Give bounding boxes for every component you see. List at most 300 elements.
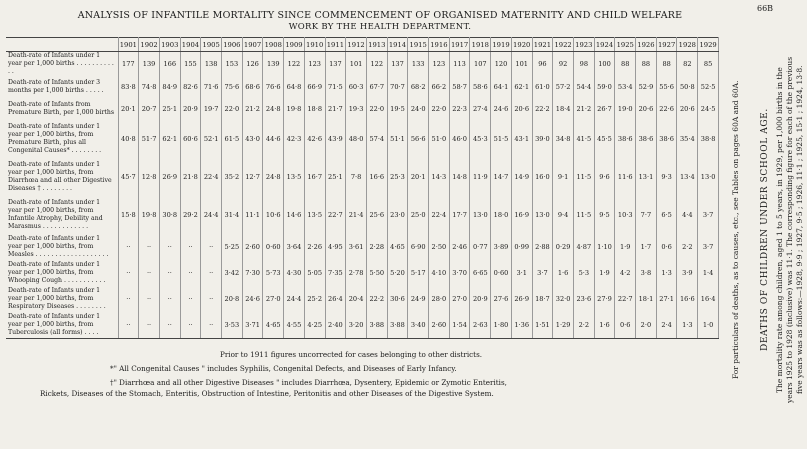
- label-column-header: [6, 38, 118, 52]
- table-cell: ··: [139, 260, 160, 286]
- table-cell: 71·5: [325, 76, 346, 98]
- table-cell: 70·7: [387, 76, 408, 98]
- table-cell: ··: [118, 260, 139, 286]
- table-cell: 3·88: [366, 312, 387, 338]
- table-cell: 1·9: [615, 234, 636, 260]
- table-cell: 67·7: [366, 76, 387, 98]
- table-row: [6, 158, 719, 196]
- table-cell: ··: [201, 312, 222, 338]
- table-cell: 20·4: [346, 286, 367, 312]
- table-cell: 20·6: [677, 98, 698, 120]
- table-cell: 19·7: [201, 98, 222, 120]
- table-cell: 58·7: [449, 76, 470, 98]
- table-cell: 123: [429, 52, 450, 77]
- table-cell: 59·0: [594, 76, 615, 98]
- year-header: 1925: [615, 38, 636, 52]
- table-cell: 14·3: [429, 158, 450, 196]
- year-header: 1906: [222, 38, 243, 52]
- table-cell: 45·3: [470, 120, 491, 158]
- table-cell: 7·7: [636, 196, 657, 234]
- table-cell: 9·4: [553, 196, 574, 234]
- year-header: 1908: [263, 38, 284, 52]
- table-cell: 24·4: [201, 196, 222, 234]
- table-cell: 5·20: [387, 260, 408, 286]
- table-cell: 18·4: [553, 98, 574, 120]
- table-cell: 16·7: [304, 158, 325, 196]
- side-note-heading: DEATHS OF CHILDREN UNDER SCHOOL AGE.: [760, 108, 770, 352]
- table-cell: 43·9: [325, 120, 346, 158]
- table-cell: 24·9: [408, 286, 429, 312]
- table-cell: 44·6: [263, 120, 284, 158]
- table-cell: 62·1: [511, 76, 532, 98]
- table-cell: 113: [449, 52, 470, 77]
- side-note-line-1: The mortality rate among children, aged 1 to 5 years, in 1929, per 1,000 births in the: [775, 67, 784, 393]
- table-cell: 16·6: [366, 158, 387, 196]
- table-cell: 5·3: [573, 260, 594, 286]
- table-cell: 1·3: [656, 260, 677, 286]
- table-cell: 0·99: [511, 234, 532, 260]
- table-cell: 16·9: [511, 196, 532, 234]
- mortality-table: [6, 37, 719, 339]
- table-cell: 76·6: [263, 76, 284, 98]
- table-cell: 2·4: [656, 312, 677, 338]
- table-row: [6, 312, 719, 338]
- side-note-line-3: five years was as follows:—1928, 9·9 ; 1927, 9·5 ; 1926, 11·1 ; 1925, 15·1 ; 1924, 13·8.: [795, 65, 804, 395]
- table-cell: 27·6: [491, 286, 512, 312]
- table-cell: 25·1: [325, 158, 346, 196]
- year-header: 1905: [201, 38, 222, 52]
- year-header: 1914: [387, 38, 408, 52]
- table-cell: 20·6: [636, 98, 657, 120]
- year-header: 1917: [449, 38, 470, 52]
- table-cell: 11·5: [573, 196, 594, 234]
- table-cell: 2·26: [304, 234, 325, 260]
- table-row: [6, 76, 719, 98]
- row-label: Death-rate of Infants under 1 year per 1,000 births, from Infantile Atrophy, Debility and Marasmus . . . . . . . . . . . .: [6, 196, 118, 234]
- table-cell: 123: [304, 52, 325, 77]
- table-cell: 27·0: [263, 286, 284, 312]
- table-cell: 52·5: [698, 76, 719, 98]
- table-cell: 39·0: [532, 120, 553, 158]
- year-header: 1915: [408, 38, 429, 52]
- table-cell: 7·30: [242, 260, 263, 286]
- table-cell: 51·5: [491, 120, 512, 158]
- table-cell: 107: [470, 52, 491, 77]
- table-row: [6, 234, 719, 260]
- table-cell: 11·9: [470, 158, 491, 196]
- table-cell: 4·87: [573, 234, 594, 260]
- table-cell: 32·0: [553, 286, 574, 312]
- table-cell: 0·29: [553, 234, 574, 260]
- table-cell: 55·6: [656, 76, 677, 98]
- table-cell: 4·25: [304, 312, 325, 338]
- year-header: 1911: [325, 38, 346, 52]
- table-cell: 3·7: [698, 196, 719, 234]
- table-cell: 26·4: [325, 286, 346, 312]
- table-cell: 2·2: [677, 234, 698, 260]
- table-cell: 138: [201, 52, 222, 77]
- table-cell: 21·4: [346, 196, 367, 234]
- table-cell: 16·6: [677, 286, 698, 312]
- table-cell: 42·6: [304, 120, 325, 158]
- table-cell: 14·7: [491, 158, 512, 196]
- table-cell: 1·29: [553, 312, 574, 338]
- table-cell: 30·6: [387, 286, 408, 312]
- table-cell: 1·0: [698, 312, 719, 338]
- table-cell: 20·7: [139, 98, 160, 120]
- year-header: 1910: [304, 38, 325, 52]
- table-cell: 100: [594, 52, 615, 77]
- table-cell: 4·65: [387, 234, 408, 260]
- table-cell: 2·78: [346, 260, 367, 286]
- table-cell: 27·9: [594, 286, 615, 312]
- table-cell: 3·64: [284, 234, 305, 260]
- table-cell: 3·9: [677, 260, 698, 286]
- table-cell: 11·1: [242, 196, 263, 234]
- table-cell: 20·1: [118, 98, 139, 120]
- table-cell: 18·7: [532, 286, 553, 312]
- table-cell: 84·9: [159, 76, 180, 98]
- table-cell: ··: [201, 234, 222, 260]
- table-cell: 54·4: [573, 76, 594, 98]
- table-cell: 31·4: [222, 196, 243, 234]
- table-cell: 40·8: [118, 120, 139, 158]
- table-cell: 2·46: [449, 234, 470, 260]
- table-cell: 1·54: [449, 312, 470, 338]
- table-cell: 0·60: [491, 260, 512, 286]
- table-row: [6, 98, 719, 120]
- table-cell: 21·8: [180, 158, 201, 196]
- table-cell: 2·2: [573, 312, 594, 338]
- table-cell: 22·6: [656, 98, 677, 120]
- table-cell: 3·7: [698, 234, 719, 260]
- table-cell: 61·5: [222, 120, 243, 158]
- table-cell: 13·5: [304, 196, 325, 234]
- table-cell: 58·6: [470, 76, 491, 98]
- table-cell: 9·3: [656, 158, 677, 196]
- table-cell: 13·5: [284, 158, 305, 196]
- table-cell: 6·65: [470, 260, 491, 286]
- table-cell: 71·6: [201, 76, 222, 98]
- table-cell: 12·8: [139, 158, 160, 196]
- table-cell: 45·7: [118, 158, 139, 196]
- table-cell: 139: [263, 52, 284, 77]
- table-cell: 4·55: [284, 312, 305, 338]
- table-cell: 26·9: [159, 158, 180, 196]
- table-cell: 18·0: [491, 196, 512, 234]
- table-cell: 16·0: [532, 158, 553, 196]
- table-cell: 16·4: [698, 286, 719, 312]
- side-note-line-2: years 1925 to 1928 (inclusive) was 11·1. The corresponding figure for each of the previous: [785, 56, 794, 404]
- table-cell: 68·2: [408, 76, 429, 98]
- table-cell: 15·8: [118, 196, 139, 234]
- year-header: 1918: [470, 38, 491, 52]
- table-cell: 20·9: [470, 286, 491, 312]
- table-cell: 57·2: [553, 76, 574, 98]
- table-cell: 13·0: [532, 196, 553, 234]
- table-cell: 18·1: [636, 286, 657, 312]
- table-cell: 92: [553, 52, 574, 77]
- table-cell: 2·60: [429, 312, 450, 338]
- table-cell: 28·0: [429, 286, 450, 312]
- table-cell: 122: [284, 52, 305, 77]
- table-cell: 10·6: [263, 196, 284, 234]
- table-cell: 0·6: [656, 234, 677, 260]
- table-cell: 60·3: [346, 76, 367, 98]
- table-cell: 18·8: [304, 98, 325, 120]
- table-cell: 51·1: [387, 120, 408, 158]
- row-label: Death-rate of Infants under 1 year per 1,000 births, from Diarrhœa and all other Digestive Diseases † . . . . . . . .: [6, 158, 118, 196]
- table-cell: 24·6: [491, 98, 512, 120]
- table-cell: 51·0: [429, 120, 450, 158]
- table-cell: 25·0: [408, 196, 429, 234]
- table-cell: 10·3: [615, 196, 636, 234]
- year-header: 1926: [636, 38, 657, 52]
- table-cell: 1·7: [636, 234, 657, 260]
- table-cell: 46·0: [449, 120, 470, 158]
- table-cell: 38·6: [636, 120, 657, 158]
- table-cell: 13·0: [698, 158, 719, 196]
- note-prior-1911: Prior to 1911 figures uncorrected for cases belonging to other districts.: [220, 350, 483, 359]
- page-number: 66B: [757, 4, 774, 13]
- table-cell: 20·6: [511, 98, 532, 120]
- table-cell: 101: [346, 52, 367, 77]
- table-cell: ··: [139, 234, 160, 260]
- table-cell: 19·0: [615, 98, 636, 120]
- table-cell: 19·8: [139, 196, 160, 234]
- table-cell: 22·4: [201, 158, 222, 196]
- side-note: [729, 16, 804, 444]
- table-cell: 11·5: [573, 158, 594, 196]
- table-cell: 4·2: [615, 260, 636, 286]
- table-cell: 2·60: [242, 234, 263, 260]
- table-cell: 137: [325, 52, 346, 77]
- table-cell: ··: [159, 260, 180, 286]
- table-cell: 48·0: [346, 120, 367, 158]
- table-cell: ··: [201, 286, 222, 312]
- table-cell: 74·8: [139, 76, 160, 98]
- row-label: Death-rate of Infants under 1 year per 1,000 births . . . . . . . . . . . .: [6, 52, 118, 77]
- table-cell: 25·3: [387, 158, 408, 196]
- table-cell: 56·6: [408, 120, 429, 158]
- table-cell: 30·8: [159, 196, 180, 234]
- table-cell: 83·8: [118, 76, 139, 98]
- table-cell: 20·1: [408, 158, 429, 196]
- table-cell: 4·30: [284, 260, 305, 286]
- table-cell: 21·2: [242, 98, 263, 120]
- year-header: 1924: [594, 38, 615, 52]
- table-cell: 0·60: [263, 234, 284, 260]
- table-cell: 2·40: [325, 312, 346, 338]
- table-cell: 6·5: [656, 196, 677, 234]
- table-cell: 38·8: [698, 120, 719, 158]
- table-cell: 38·6: [615, 120, 636, 158]
- table-cell: 5·50: [366, 260, 387, 286]
- table-cell: 41·5: [573, 120, 594, 158]
- table-cell: 64·1: [491, 76, 512, 98]
- table-cell: 27·0: [449, 286, 470, 312]
- table-cell: 14·6: [284, 196, 305, 234]
- table-cell: 24·6: [242, 286, 263, 312]
- table-cell: 66·9: [304, 76, 325, 98]
- table-cell: 9·6: [594, 158, 615, 196]
- table-cell: 45·5: [594, 120, 615, 158]
- footnotes: [40, 350, 730, 403]
- table-cell: 22·7: [325, 196, 346, 234]
- table-cell: 101: [511, 52, 532, 77]
- table-cell: 26·9: [511, 286, 532, 312]
- table-cell: 22·0: [366, 98, 387, 120]
- table-row: [6, 260, 719, 286]
- table-cell: 24·4: [284, 286, 305, 312]
- table-cell: 4·4: [677, 196, 698, 234]
- table-cell: 153: [222, 52, 243, 77]
- table-cell: 4·65: [263, 312, 284, 338]
- table-cell: 5·05: [304, 260, 325, 286]
- table-cell: 23·0: [387, 196, 408, 234]
- table-cell: 3·89: [491, 234, 512, 260]
- table-cell: 7·35: [325, 260, 346, 286]
- year-header: 1903: [159, 38, 180, 52]
- year-header: 1901: [118, 38, 139, 52]
- table-cell: 52·9: [636, 76, 657, 98]
- table-cell: ··: [139, 286, 160, 312]
- table-cell: 24·8: [263, 158, 284, 196]
- table-cell: 68·6: [242, 76, 263, 98]
- table-cell: 60·6: [180, 120, 201, 158]
- table-cell: 126: [242, 52, 263, 77]
- table-cell: 5·73: [263, 260, 284, 286]
- table-cell: 98: [573, 52, 594, 77]
- table-cell: 3·71: [242, 312, 263, 338]
- table-cell: ··: [159, 312, 180, 338]
- table-cell: 20·8: [222, 286, 243, 312]
- table-cell: 22·2: [366, 286, 387, 312]
- table-cell: 3·88: [387, 312, 408, 338]
- row-label: Death-rate of Infants under 3 months per 1,000 births . . . . .: [6, 76, 118, 98]
- table-cell: 1·36: [511, 312, 532, 338]
- table-cell: ··: [180, 286, 201, 312]
- table-cell: 61·0: [532, 76, 553, 98]
- page-subtitle: WORK BY THE HEALTH DEPARTMENT.: [288, 22, 472, 32]
- table-cell: 1·51: [532, 312, 553, 338]
- table-cell: 11·6: [615, 158, 636, 196]
- table-cell: 133: [408, 52, 429, 77]
- year-header: 1902: [139, 38, 160, 52]
- year-header: 1920: [511, 38, 532, 52]
- table-cell: 22·7: [615, 286, 636, 312]
- table-cell: 3·61: [346, 234, 367, 260]
- table-cell: 43·1: [511, 120, 532, 158]
- table-cell: 9·5: [594, 196, 615, 234]
- table-cell: ··: [180, 312, 201, 338]
- table-cell: 0·77: [470, 234, 491, 260]
- note-diarrhoea-continued: Rickets, Diseases of the Stomach, Enteritis, Obstruction of Intestine, Peritonitis and other Diseases of the Digestive System.: [40, 389, 494, 398]
- year-header: 1923: [573, 38, 594, 52]
- table-cell: ··: [118, 286, 139, 312]
- table-cell: 26·7: [594, 98, 615, 120]
- table-cell: 13·4: [677, 158, 698, 196]
- table-cell: 21·7: [325, 98, 346, 120]
- table-cell: 34·8: [553, 120, 574, 158]
- table-cell: 57·4: [366, 120, 387, 158]
- table-cell: 82: [677, 52, 698, 77]
- table-cell: 3·8: [636, 260, 657, 286]
- table-cell: 1·6: [553, 260, 574, 286]
- table-cell: 3·53: [222, 312, 243, 338]
- table-cell: 20·9: [180, 98, 201, 120]
- table-cell: 2·0: [636, 312, 657, 338]
- table-cell: ··: [118, 234, 139, 260]
- table-cell: 13·1: [636, 158, 657, 196]
- table-cell: 155: [180, 52, 201, 77]
- table-cell: 25·1: [159, 98, 180, 120]
- table-cell: 3·7: [532, 260, 553, 286]
- table-cell: 52·1: [201, 120, 222, 158]
- row-label: Death-rate of Infants under 1 year per 1,000 births, from Tuberculosis (all forms) . . . .: [6, 312, 118, 338]
- table-cell: 35·2: [222, 158, 243, 196]
- table-cell: 51·7: [139, 120, 160, 158]
- table-cell: 22·0: [222, 98, 243, 120]
- table-cell: 22·4: [429, 196, 450, 234]
- year-header: 1929: [698, 38, 719, 52]
- table-cell: 85: [698, 52, 719, 77]
- note-diarrhoea: †" Diarrhœa and all other Digestive Diseases " includes Diarrhœa, Dysentery, Epidemic or Zymotic Enteritis,: [110, 378, 507, 387]
- table-cell: 1·9: [594, 260, 615, 286]
- row-label: Death-rate of Infants under 1 year per 1,000 births, from Measles . . . . . . . . . . . . . . . . . . .: [6, 234, 118, 260]
- table-cell: 3·40: [408, 312, 429, 338]
- table-cell: 14·9: [511, 158, 532, 196]
- table-cell: 43·0: [242, 120, 263, 158]
- table-cell: 2·63: [470, 312, 491, 338]
- table-cell: 75·6: [222, 76, 243, 98]
- table-cell: ··: [180, 260, 201, 286]
- row-label: Death-rate of Infants from Premature Birth, per 1,000 births: [6, 98, 118, 120]
- table-cell: 88: [656, 52, 677, 77]
- table-cell: 1·4: [698, 260, 719, 286]
- table-cell: 24·5: [698, 98, 719, 120]
- side-note-particulars: For particulars of deaths, as to causes, etc., see Tables on pages 60A and 60A.: [731, 80, 740, 380]
- table-cell: 66·2: [429, 76, 450, 98]
- table-cell: 23·6: [573, 286, 594, 312]
- table-cell: 9·1: [553, 158, 574, 196]
- table-cell: 3·70: [449, 260, 470, 286]
- table-cell: 27·4: [470, 98, 491, 120]
- table-cell: 1·80: [491, 312, 512, 338]
- table-cell: 1·3: [677, 312, 698, 338]
- row-label: Death-rate of Infants under 1 year per 1,000 births, from Respiratory Diseases . . . . . . . .: [6, 286, 118, 312]
- table-row: [6, 286, 719, 312]
- table-cell: 122: [366, 52, 387, 77]
- table-cell: 1·10: [594, 234, 615, 260]
- year-header: 1913: [366, 38, 387, 52]
- table-cell: 27·1: [656, 286, 677, 312]
- table-row: [6, 120, 719, 158]
- year-header: 1907: [242, 38, 263, 52]
- table-cell: 24·0: [408, 98, 429, 120]
- table-cell: 19·8: [284, 98, 305, 120]
- table-cell: ··: [159, 286, 180, 312]
- table-cell: 2·88: [532, 234, 553, 260]
- table-cell: 24·8: [263, 98, 284, 120]
- table-cell: ··: [180, 234, 201, 260]
- table-cell: 137: [387, 52, 408, 77]
- table-cell: 13·0: [470, 196, 491, 234]
- year-header: 1904: [180, 38, 201, 52]
- table-cell: 96: [532, 52, 553, 77]
- table-cell: 19·3: [346, 98, 367, 120]
- table-cell: 62·1: [159, 120, 180, 158]
